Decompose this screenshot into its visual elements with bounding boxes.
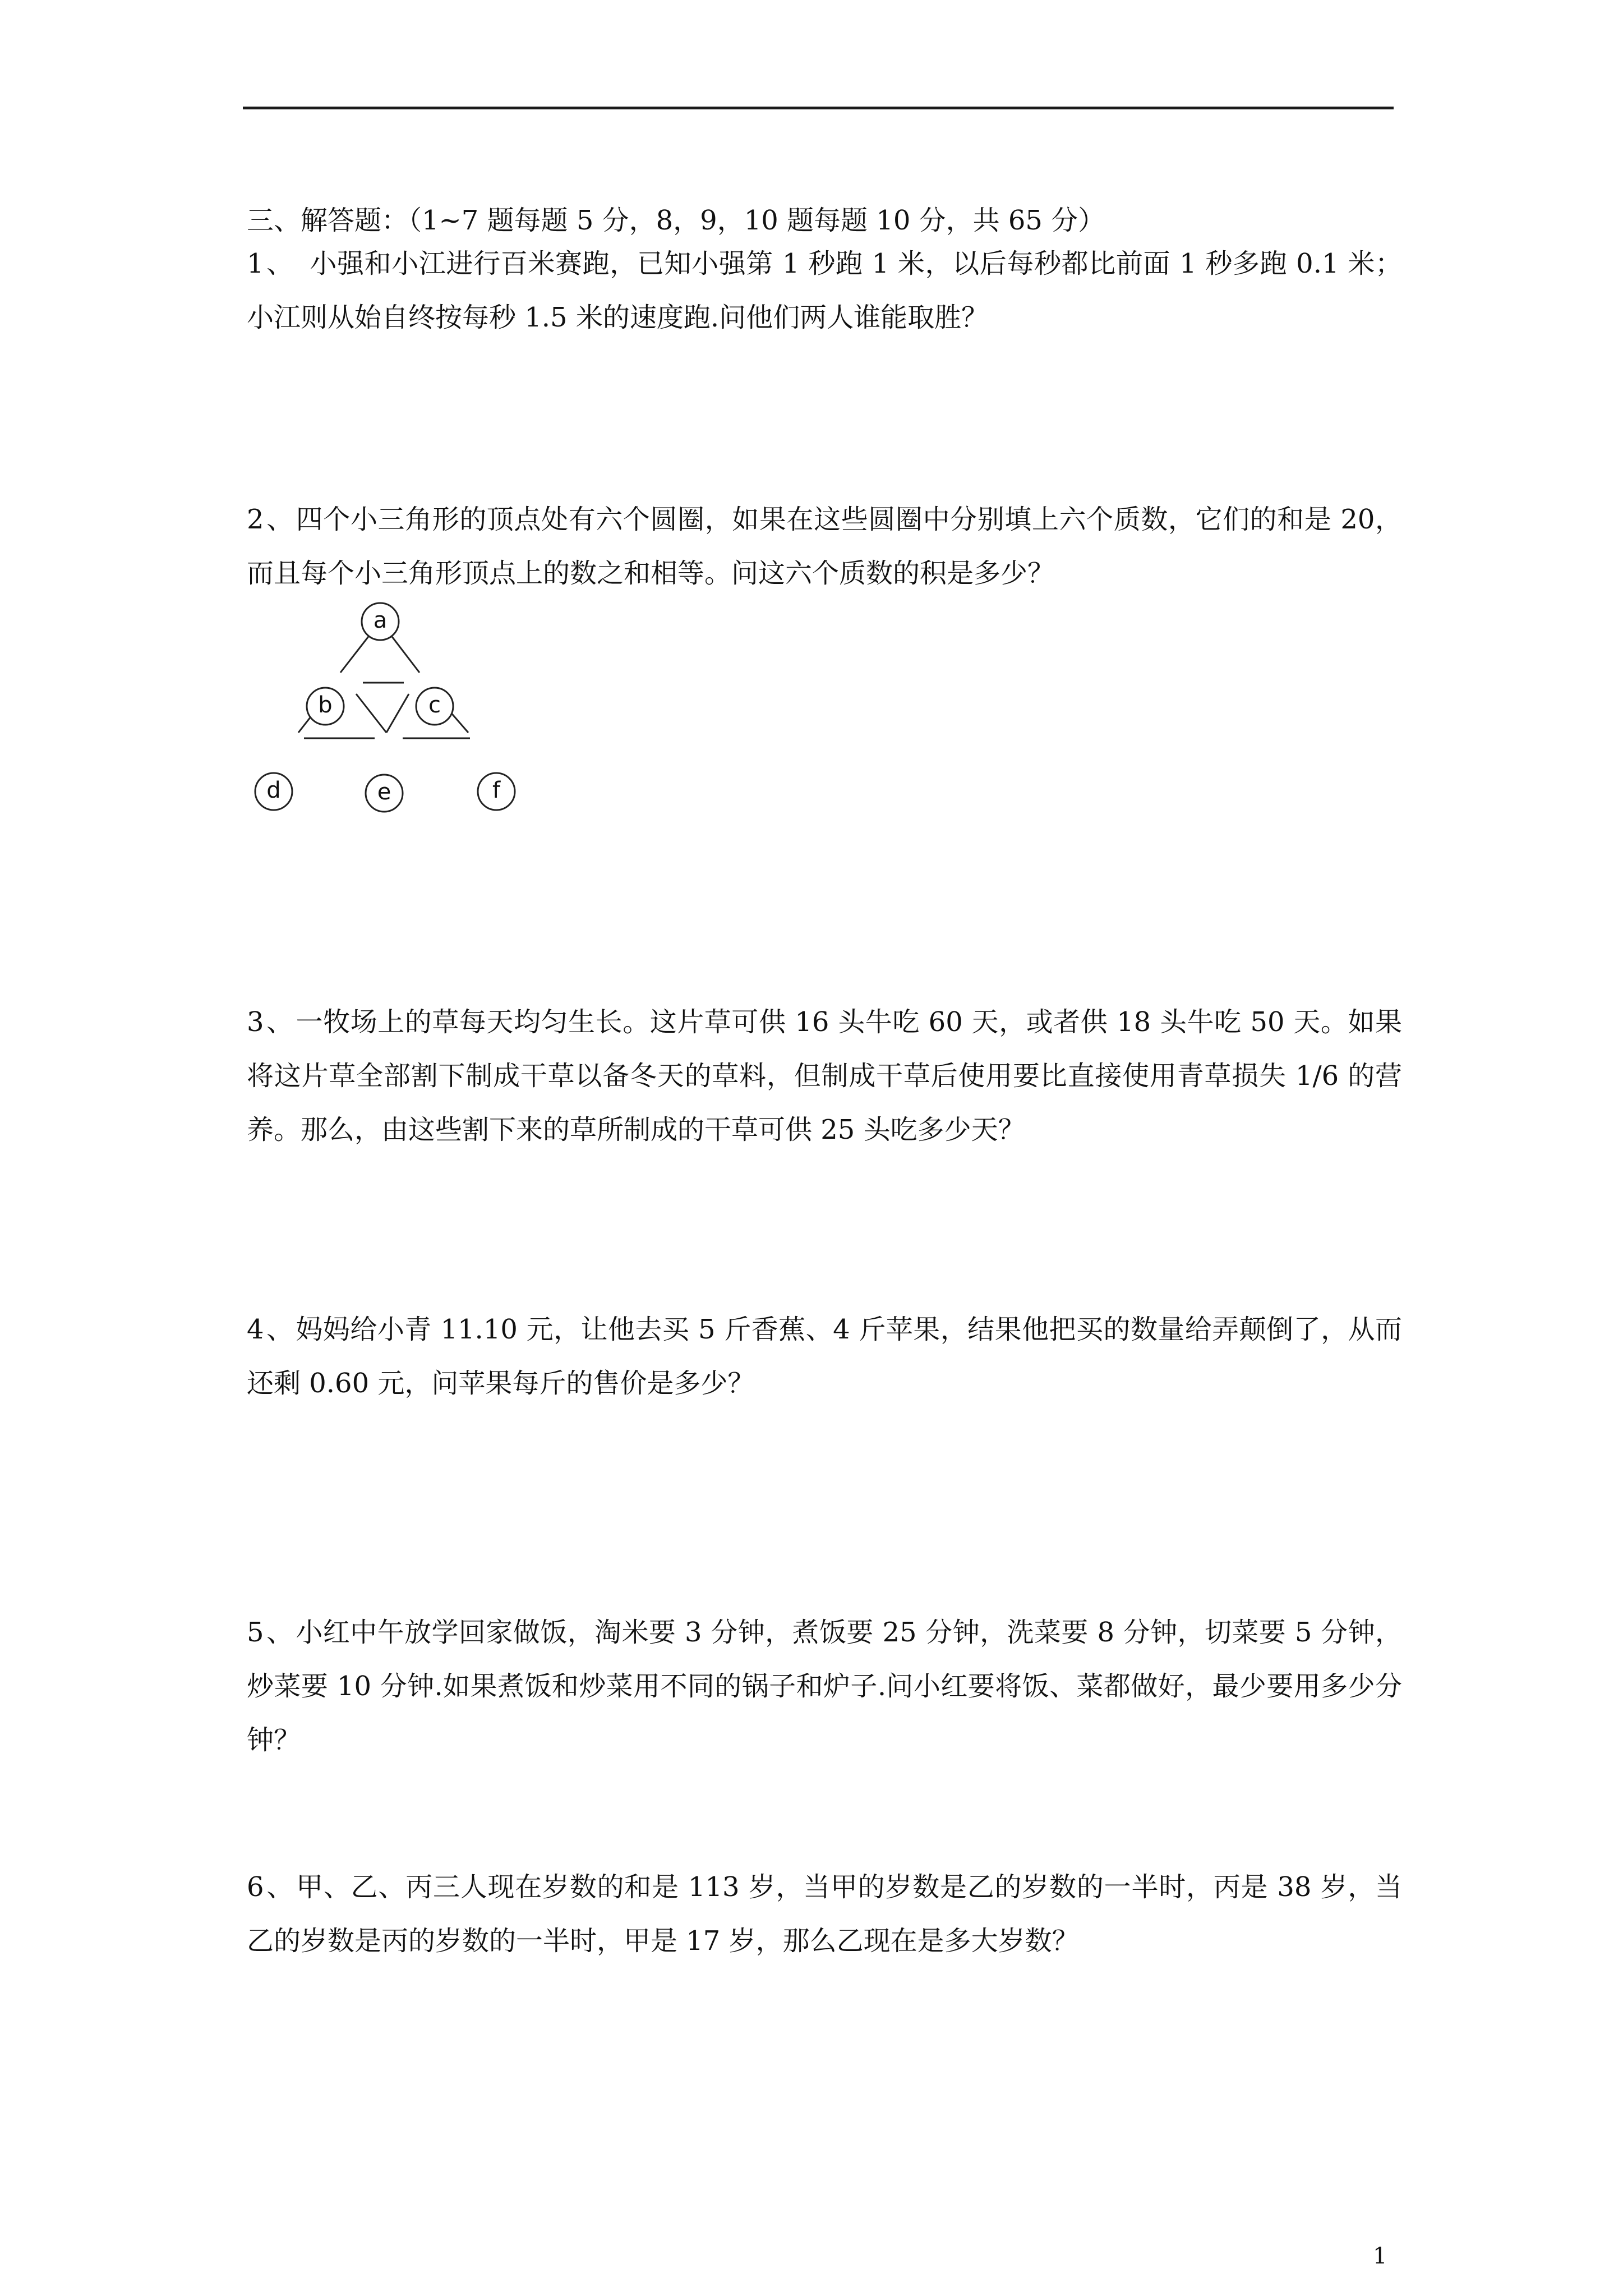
node-a-label: a xyxy=(373,608,388,633)
node-d-label: d xyxy=(266,777,281,803)
problem-1 xyxy=(247,237,1402,344)
node-e-label: e xyxy=(377,779,391,805)
problem-number: 6、 xyxy=(247,1871,297,1903)
node-c-label: c xyxy=(428,692,441,718)
problem-text: 一牧场上的草每天均匀生长。这片草可供 16 头牛吃 60 天，或者供 18 头牛吃 50 天。如果将这片草全部割下制成干草以备冬天的草料，但制成干草后使用要比直接使用青草损失 1/6 的营养。那么，由这些割下来的草所制成的干草可供 25 头吃多少天？ xyxy=(247,1006,1402,1145)
triangle-diagram xyxy=(242,592,534,828)
problem-text: 妈妈给小青 11.10 元，让他去买 5 斤香蕉、4 斤苹果，结果他把买的数量给弄颠倒了，从而还剩 0.60 元，问苹果每斤的售价是多少？ xyxy=(247,1314,1402,1399)
problem-text: 小强和小江进行百米赛跑，已知小强第 1 秒跑 1 米，以后每秒都比前面 1 秒多跑 0.1 米；小江则从始自终按每秒 1.5 米的速度跑.问他们两人谁能取胜？ xyxy=(247,248,1402,333)
problem-3 xyxy=(247,995,1402,1157)
problem-5 xyxy=(247,1605,1402,1767)
node-b-label: b xyxy=(318,692,333,718)
section-heading: 三、解答题：（1~7 题每题 5 分，8，9，10 题每题 10 分，共 65 分） xyxy=(247,205,1105,236)
problem-number: 5、 xyxy=(247,1617,296,1648)
problem-6 xyxy=(247,1860,1402,1968)
triangle-circles-figure xyxy=(242,592,534,828)
problem-number: 2、 xyxy=(247,504,296,535)
problem-text: 小红中午放学回家做饭，淘米要 3 分钟，煮饭要 25 分钟，洗菜要 8 分钟，切菜要 5 分钟，炒菜要 10 分钟.如果煮饭和炒菜用不同的锅子和炉子.问小红要将饭、菜都做好，最少要用多少分钟？ xyxy=(247,1617,1402,1756)
node-f-label: f xyxy=(492,777,501,803)
problem-text: 四个小三角形的顶点处有六个圆圈，如果在这些圆圈中分别填上六个质数，它们的和是 20，而且每个小三角形顶点上的数之和相等。问这六个质数的积是多少？ xyxy=(247,504,1403,589)
header-rule xyxy=(243,107,1394,109)
problem-4 xyxy=(247,1303,1402,1410)
edge-b-e xyxy=(356,694,386,733)
problem-2 xyxy=(247,493,1402,600)
edge-c-e xyxy=(386,694,409,733)
problem-text: 甲、乙、丙三人现在岁数的和是 113 岁，当甲的岁数是乙的岁数的一半时，丙是 38 岁，当乙的岁数是丙的岁数的一半时，甲是 17 岁，那么乙现在是多大岁数？ xyxy=(247,1871,1402,1957)
problem-number: 4、 xyxy=(247,1314,296,1345)
page-number: 1 xyxy=(1373,2243,1387,2269)
problem-number: 1、 xyxy=(247,248,283,279)
problem-number: 3、 xyxy=(247,1006,296,1038)
